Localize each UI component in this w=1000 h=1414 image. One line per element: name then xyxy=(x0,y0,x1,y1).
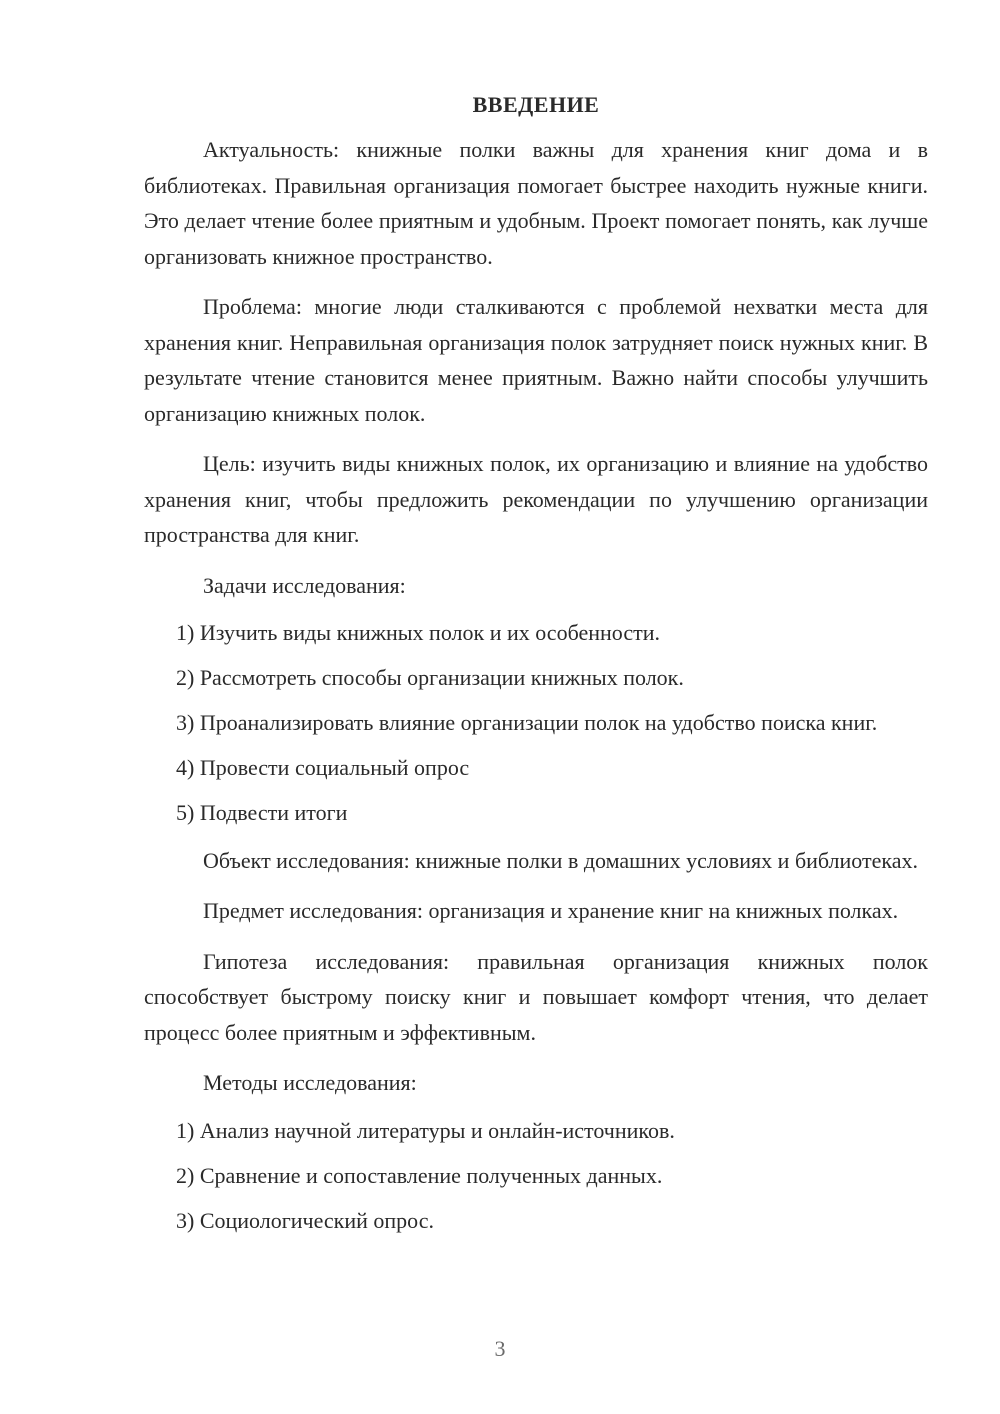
relevance-paragraph: Актуальность: книжные полки важны для хранения книг дома и в библиотеках. Правильная организация помогает быстрее находить нужные книги. Это делает чтение более приятным и удобным. Проект помогает понять, как лучше организовать книжное пространство. xyxy=(144,137,928,269)
task-item: 2) Рассмотреть способы организации книжных полок. xyxy=(176,665,684,690)
document-page xyxy=(144,92,928,1248)
task-item: 1) Изучить виды книжных полок и их особенности. xyxy=(176,620,660,645)
page-number: 3 xyxy=(494,1336,506,1361)
section-title: ВВЕДЕНИЕ xyxy=(472,92,600,117)
object-paragraph: Объект исследования: книжные полки в домашних условиях и библиотеках. xyxy=(203,847,919,873)
problem-paragraph: Проблема: многие люди сталкиваются с проблемой нехватки места для хранения книг. Неправильная организация полок затрудняет поиск нужных книг. В результате чтение становится менее приятным. Важно найти способы улучшить организацию книжных полок. xyxy=(144,294,928,426)
subject-paragraph: Предмет исследования: организация и хранение книг на книжных полках. xyxy=(203,898,899,923)
task-item: 5) Подвести итоги xyxy=(176,800,348,825)
method-item: 1) Анализ научной литературы и онлайн-источников. xyxy=(176,1117,675,1143)
methods-list xyxy=(144,1113,928,1239)
goal-paragraph: Цель: изучить виды книжных полок, их организацию и влияние на удобство хранения книг, чтобы предложить рекомендации по улучшению организации пространства для книг. xyxy=(144,451,928,547)
methods-heading: Методы исследования: xyxy=(203,1070,417,1095)
task-item: 4) Провести социальный опрос xyxy=(176,755,470,780)
tasks-heading: Задачи исследования: xyxy=(203,572,406,598)
method-item: 2) Сравнение и сопоставление полученных данных. xyxy=(176,1162,663,1188)
tasks-list xyxy=(144,615,928,831)
method-item: 3) Социологический опрос. xyxy=(176,1207,434,1233)
hypothesis-paragraph: Гипотеза исследования: правильная организация книжных полок способствует быстрому поиску книг и повышает комфорт чтения, что делает процесс более приятным и эффективным. xyxy=(144,948,928,1045)
task-item: 3) Проанализировать влияние организации полок на удобство поиска книг. xyxy=(176,710,878,735)
